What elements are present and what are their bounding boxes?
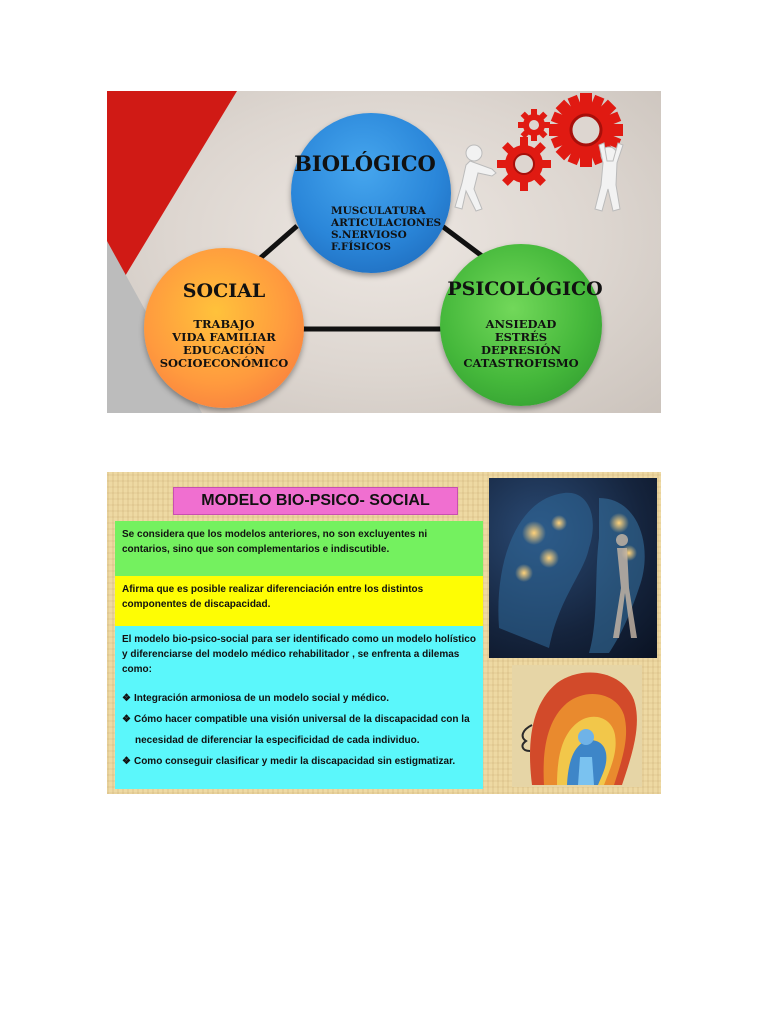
diamond-bullet-icon: ❖ [122, 693, 131, 704]
list-item-text: Como conseguir clasificar y medir la discapacidad sin estigmatizar. [133, 756, 456, 767]
diamond-bullet-icon: ❖ [122, 714, 131, 725]
psicologico-item: ESTRÉS [494, 330, 548, 344]
colorful-head-artwork [512, 665, 642, 787]
list-item [122, 712, 476, 748]
yellow-text-box: Afirma que es posible realizar diferenciación entre los distintos componentes de discapacidad. [115, 576, 483, 626]
social-item: VIDA FAMILIAR [172, 330, 276, 344]
social-item: SOCIOECONÓMICO [159, 356, 289, 370]
biologico-item: ARTICULACIONES [331, 217, 442, 229]
psicologico-circle [440, 244, 602, 406]
psicologico-items [440, 318, 602, 370]
social-items [144, 318, 304, 370]
biologico-circle [291, 113, 451, 273]
list-item-text-continued: necesidad de diferenciar la especificidad de cada individuo. [135, 735, 420, 746]
social-title: SOCIAL [182, 280, 266, 302]
dilemma-list [122, 691, 476, 769]
psicologico-title: PSICOLÓGICO [447, 278, 603, 300]
small-gear-icon [518, 109, 550, 141]
person-carrying-gear-icon [585, 141, 630, 213]
social-circle [144, 248, 304, 408]
psicologico-item: DEPRESIÓN [481, 343, 561, 357]
social-item: TRABAJO [193, 317, 255, 331]
list-item [122, 754, 476, 769]
biopsychosocial-diagram-slide [107, 91, 661, 413]
green-text-box: Se considera que los modelos anteriores, no son excluyentes ni contarios, sino que son complementarios e indiscutible. [115, 521, 483, 576]
biologico-item: S.NERVIOSO [331, 229, 407, 241]
list-item-text: Integración armoniosa de un modelo social y médico. [133, 693, 390, 704]
biologico-items [303, 205, 441, 253]
social-item: EDUCACIÓN [183, 343, 265, 357]
biologico-item: F.FÍSICOS [331, 241, 392, 253]
slide-heading [173, 487, 458, 515]
glowing-brain-image [489, 478, 657, 658]
psicologico-item: CATASTROFISMO [463, 356, 579, 370]
person-pushing-gear-icon [452, 143, 507, 213]
list-item-text: Cómo hacer compatible una visión universal de la discapacidad con la [133, 714, 470, 725]
diamond-bullet-icon: ❖ [122, 756, 131, 767]
biologico-item: MUSCULATURA [331, 205, 426, 217]
model-description-slide [107, 472, 661, 794]
list-item [122, 691, 476, 706]
cyan-text-box [115, 626, 483, 789]
cyan-intro-text: El modelo bio-psico-social para ser identificado como un modelo holístico y diferenciarse del modelo médico rehabilitador , se enfrenta a dilemas como: [122, 634, 476, 675]
psicologico-item: ANSIEDAD [485, 317, 557, 331]
slide-heading-text: MODELO BIO-PSICO- SOCIAL [201, 492, 430, 509]
biologico-title: BIOLÓGICO [294, 151, 436, 176]
